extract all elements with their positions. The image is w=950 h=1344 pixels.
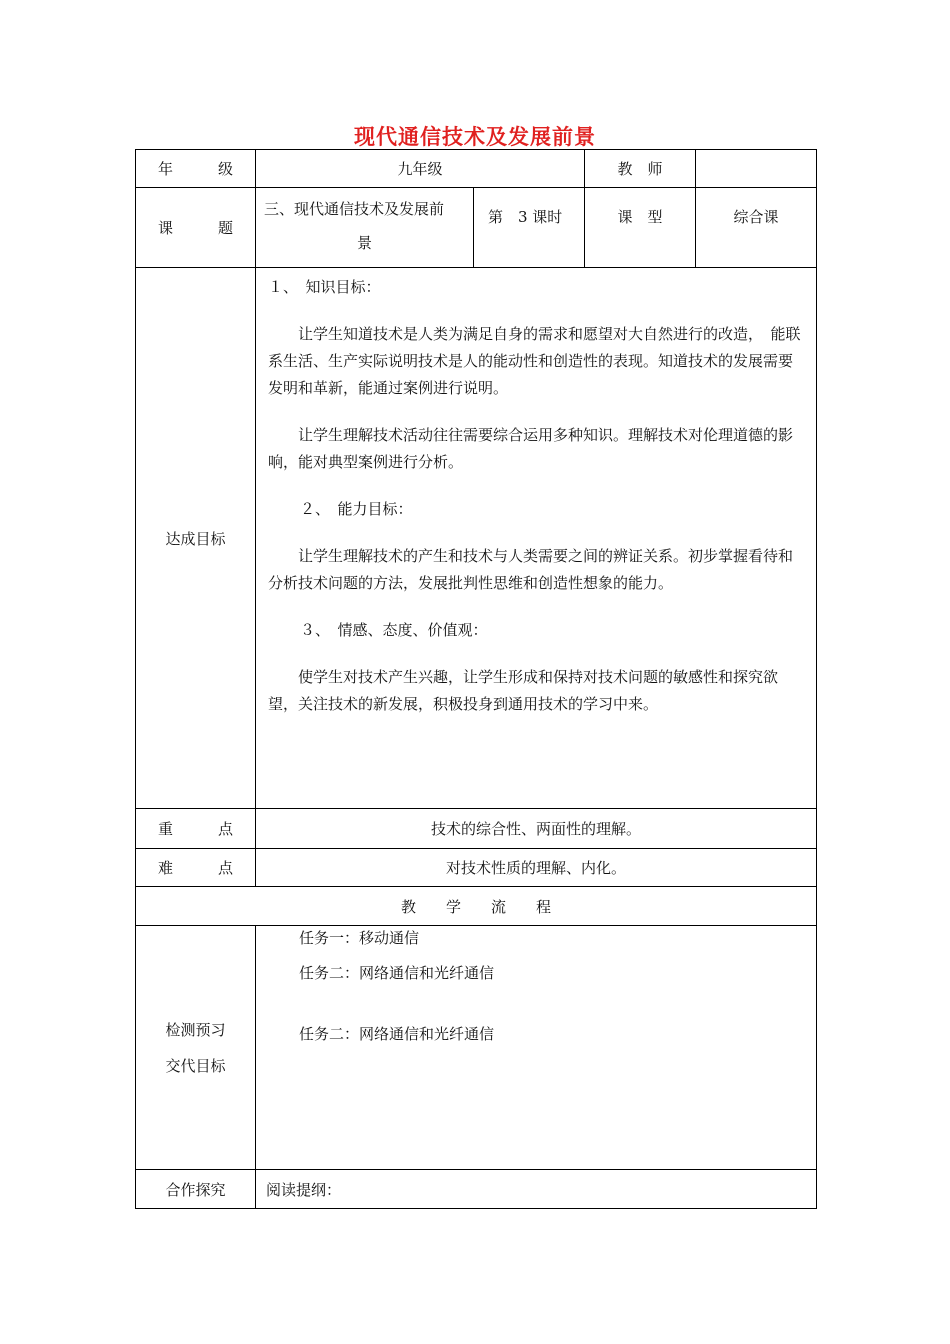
task-item-3: 任务二：网络通信和光纤通信 [299,1025,495,1043]
grade-value: 九年级 [256,150,585,188]
cooperate-row [136,1170,817,1209]
lesson-plan-table [135,149,817,1209]
task-item-1: 任务一：移动通信 [299,929,420,947]
flow-header-row [136,887,817,926]
difficulty-label: 难 点 [136,849,256,887]
preview-tasks [256,926,817,1170]
topic-value-line2: 景 [356,234,372,252]
goal-heading-values: ３、 情感、态度、价值观： [300,621,488,639]
teacher-value [696,150,817,188]
goal-heading-ability: ２、 能力目标： [300,500,413,518]
goal-paragraph-3: 让学生理解技术的产生和技术与人类需要之间的辨证关系。初步掌握看待和分析技术问题的方法，发展批判性思维和创造性想象的能力。 [268,547,794,592]
goal-paragraph-2: 让学生理解技术活动往往需要综合运用多种知识。理解技术对伦理道德的影响，能对典型案例进行分析。 [268,426,794,471]
topic-value-line1: 三、现代通信技术及发展前 [264,200,445,218]
topic-value [256,188,474,268]
type-value: 综合课 [696,188,817,268]
task-item-2: 任务二：网络通信和光纤通信 [299,964,495,982]
teacher-label: 教 师 [585,150,696,188]
page-title: 现代通信技术及发展前景 [354,125,596,149]
key-point-value: 技术的综合性、两面性的理解。 [256,809,817,849]
grade-row [136,150,817,188]
goal-heading-knowledge: １、 知识目标： [268,278,381,296]
difficulty-row [136,849,817,887]
preview-label-line1: 检测预习 [165,1020,226,1039]
cooperate-label: 合作探究 [136,1170,256,1209]
difficulty-value: 对技术性质的理解、内化。 [256,849,817,887]
topic-row [136,188,817,268]
key-point-row [136,809,817,849]
preview-label-line2: 交代目标 [165,1056,226,1075]
preview-label [136,926,256,1170]
goal-paragraph-1: 让学生知道技术是人类为满足自身的需求和愿望对大自然进行的改造， 能联系生活、生产实际说明技术是人的能动性和创造性的表现。知道技术的发展需要发明和革新，能通过案例进行说明。 [268,325,801,397]
goals-content [256,268,817,809]
period-cell: 第 3 课时 [474,188,585,268]
flow-header: 教 学 流 程 [136,887,817,926]
topic-label: 课 题 [136,188,256,268]
goals-row [136,268,817,809]
grade-label: 年 级 [136,150,256,188]
goals-label: 达成目标 [136,268,256,809]
cooperate-value: 阅读提纲： [256,1170,817,1209]
key-point-label: 重 点 [136,809,256,849]
preview-row [136,926,817,1170]
goal-paragraph-4: 使学生对技术产生兴趣，让学生形成和保持对技术问题的敏感性和探究欲望，关注技术的新发展，积极投身到通用技术的学习中来。 [268,668,779,713]
type-label: 课 型 [585,188,696,268]
